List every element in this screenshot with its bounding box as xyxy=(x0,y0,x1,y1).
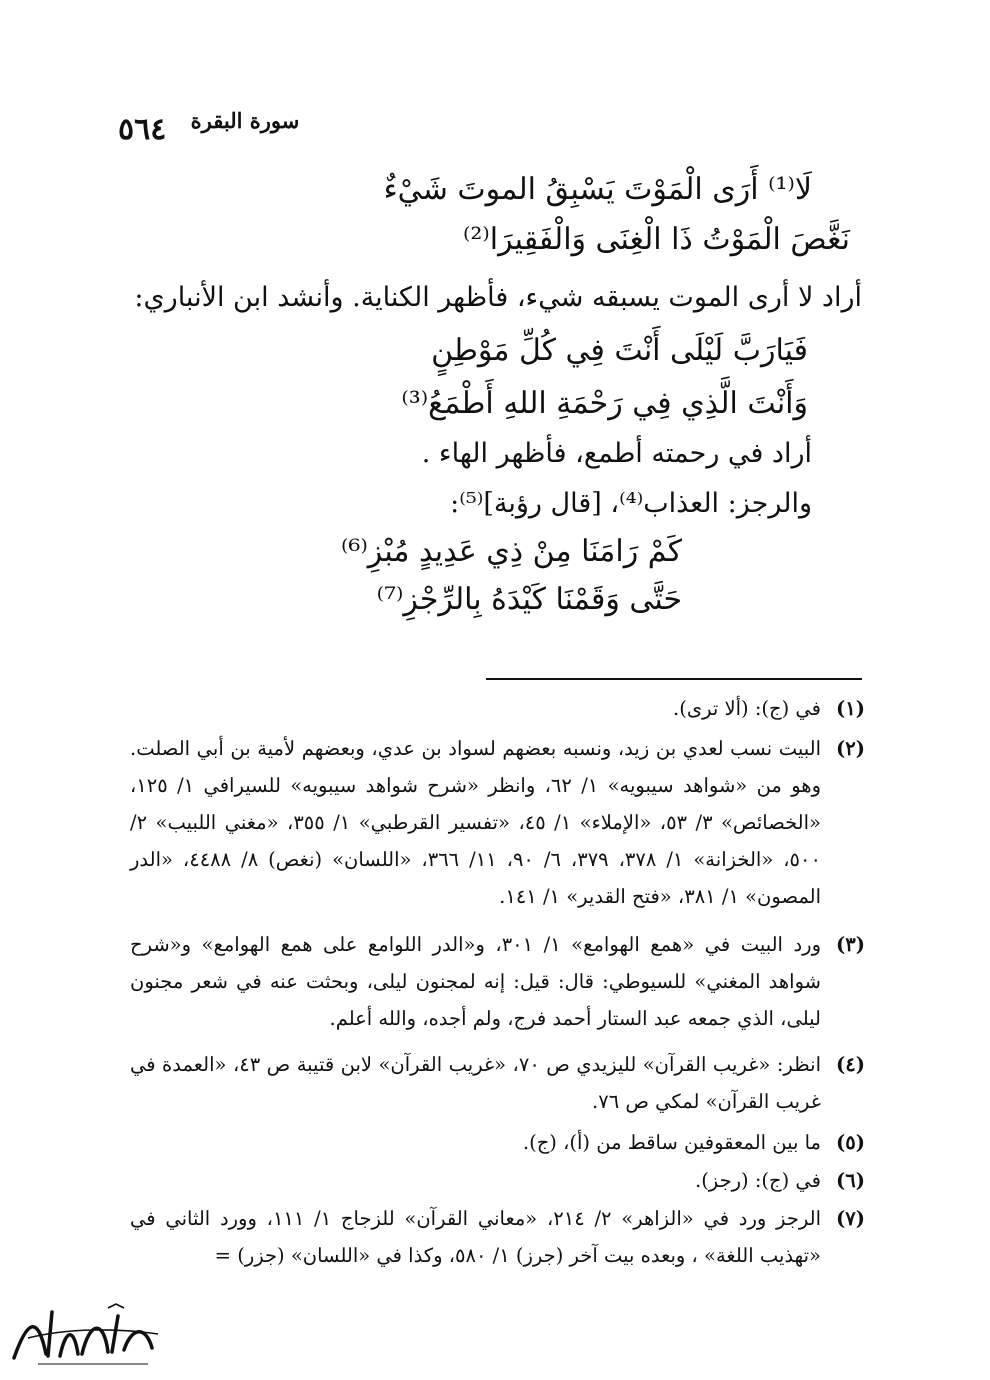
footnote-text: الرجز ورد في «الزاهر» ٢/ ٢١٤، «معاني القرآن» للزجاج ١/ ١١١، وورد الثاني في «تهذيب اللغة» ، وبعده بيت آخر (جرز) ١/ ٥٨٠، وكذا في «اللسان» (جزر) = xyxy=(130,1207,821,1267)
footnote-7 xyxy=(130,1200,865,1274)
footnote-number: (٧) xyxy=(836,1207,865,1230)
footnote-number: (٦) xyxy=(836,1169,865,1192)
verse-line-5: كَمْ رَامَنَا مِنْ ذِي عَدِيدٍ مُبْزِ⁽⁶⁾ xyxy=(341,534,682,569)
footnote-3 xyxy=(130,926,865,1037)
footnote-4 xyxy=(130,1046,865,1120)
footnote-text: في (ج): (رجز). xyxy=(695,1169,821,1192)
surah-title: سورة البقرة xyxy=(190,108,300,133)
footnote-number: (١) xyxy=(836,697,865,720)
prose-line-3: والرجز: العذاب⁽⁴⁾، [قال رؤبة]⁽⁵⁾: xyxy=(450,488,812,519)
verse-line-2: نَغَّصَ الْمَوْتُ ذَا الْغِنَى وَالْفَقِيرَا⁽²⁾ xyxy=(462,222,850,257)
verse-line-6: حَتَّى وَقَمْنَا كَيْدَهُ بِالرِّجْزِ⁽⁷⁾ xyxy=(376,582,682,617)
footnote-text: انظر: «غريب القرآن» لليزيدي ص ٧٠، «غريب القرآن» لابن قتيبة ص ٤٣، «العمدة في غريب القرآن» لمكي ص ٧٦. xyxy=(130,1053,821,1113)
footnote-2 xyxy=(130,730,865,915)
calligraphy-stamp-logo xyxy=(8,1298,168,1370)
page-number: ٥٦٤ xyxy=(118,112,167,147)
verse-line-4: وَأَنْتَ الَّذِي فِي رَحْمَةِ اللهِ أَطْمَعُ⁽³⁾ xyxy=(401,386,808,421)
footnote-number: (٥) xyxy=(836,1131,865,1154)
footnote-6 xyxy=(130,1162,865,1199)
footnote-text: البيت نسب لعدي بن زيد، ونسبه بعضهم لسواد بن عدي، وبعضهم لأمية بن أبي الصلت. وهو من «شواهد سيبويه» ١/ ٦٢، وانظر «شرح شواهد سيبويه» للسيرافي ١/ ١٢٥، «الخصائص» ٣/ ٥٣، «الإملاء» ١/ ٤٥، «تفسير القرطبي» ١/ ٣٥٥، «مغني اللبيب» ٢/ ٥٠٠، «الخزانة» ١/ ٣٧٨، ٣٧٩، ٦/ ٩٠، ١١/ ٣٦٦، «اللسان» (نغص) ٨/ ٤٤٨٨، «الدر المصون» ١/ ٣٨١، «فتح القدير» ١/ ١٤١. xyxy=(130,737,821,908)
footnote-number: (٣) xyxy=(836,933,865,956)
footnote-text: في (ج): (ألا ترى). xyxy=(673,697,821,720)
footnote-text: ورد البيت في «همع الهوامع» ١/ ٣٠١، و«الدر اللوامع على همع الهوامع» و«شرح شواهد المغني» للسيوطي: قال: قيل: إنه لمجنون ليلى، وبحثت عنه في شعر مجنون ليلى، الذي جمعه عبد الستار أحمد فرج، ولم أجده، والله أعلم. xyxy=(130,933,821,1030)
footnote-1 xyxy=(130,690,865,727)
footnote-separator xyxy=(486,678,862,680)
prose-line-1: أراد لا أرى الموت يسبقه شيء، فأظهر الكناية. وأنشد ابن الأنباري: xyxy=(134,282,862,313)
prose-line-2: أراد في رحمته أطمع، فأظهر الهاء . xyxy=(421,438,812,469)
verse-line-3: فَيَارَبَّ لَيْلَى أَنْتَ فِي كُلِّ مَوْطِنٍ xyxy=(431,333,808,368)
footnote-5 xyxy=(130,1124,865,1161)
footnote-number: (٤) xyxy=(836,1053,865,1076)
footnote-text: ما بين المعقوفين ساقط من (أ)، (ج). xyxy=(522,1131,821,1154)
footnote-number: (٢) xyxy=(836,737,865,760)
verse-line-1: لَا⁽¹⁾ أَرَى الْمَوْتَ يَسْبِقُ الموتَ شَيْءٌ xyxy=(383,172,812,207)
